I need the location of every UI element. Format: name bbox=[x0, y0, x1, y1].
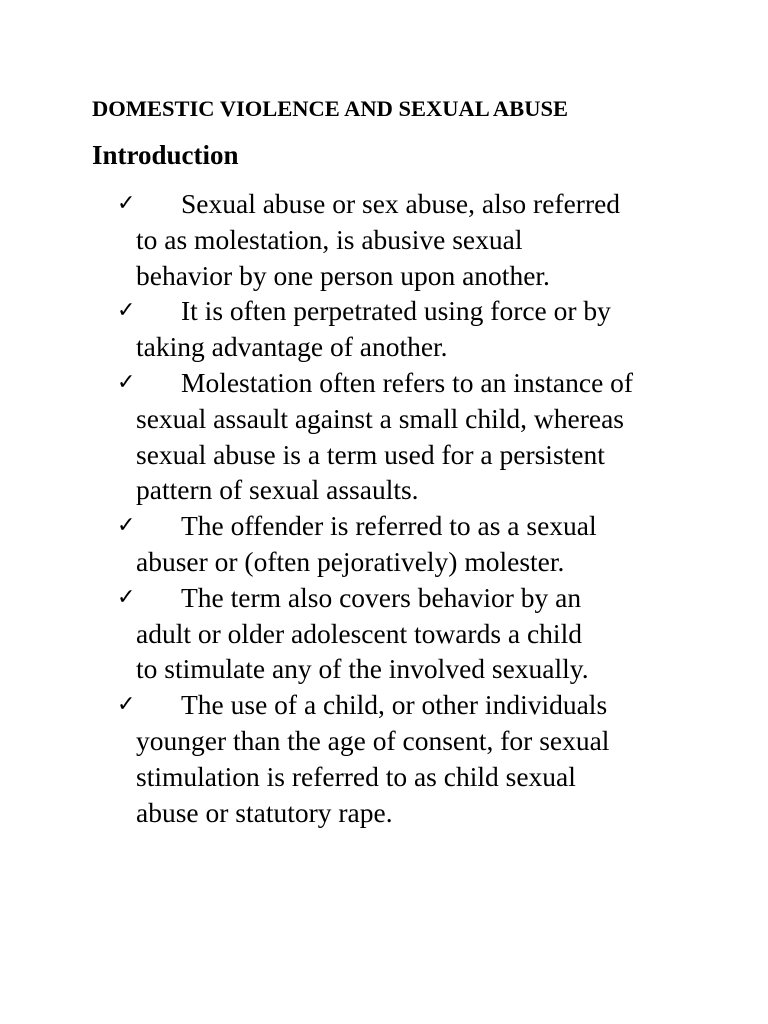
bullet-text-line: Molestation often refers to an instance of bbox=[181, 366, 634, 398]
bullet-text-line: The offender is referred to as a sexual bbox=[181, 510, 597, 542]
bullet-text-line: The use of a child, or other individuals bbox=[181, 689, 608, 721]
bullet-text-line: abuse or statutory rape. bbox=[136, 796, 393, 828]
check-mark-icon: ✓ bbox=[117, 298, 136, 324]
check-mark-icon: ✓ bbox=[117, 369, 136, 395]
bullet-text-line: to stimulate any of the involved sexually. bbox=[136, 653, 589, 685]
list-item bbox=[0, 687, 768, 830]
bullet-text-line: The term also covers behavior by an bbox=[181, 581, 582, 613]
bullet-text-line: stimulation is referred to as child sexual bbox=[136, 760, 576, 792]
check-mark-icon: ✓ bbox=[117, 191, 136, 216]
list-item bbox=[0, 508, 768, 580]
bullet-text-line: to as molestation, is abusive sexual bbox=[136, 223, 523, 255]
bullet-text-line: sexual assault against a small child, whereas bbox=[136, 402, 624, 434]
bullet-text-line: taking advantage of another. bbox=[136, 331, 448, 363]
bullet-text-line: pattern of sexual assaults. bbox=[136, 474, 419, 506]
bullet-text-line: adult or older adolescent towards a child bbox=[136, 617, 582, 649]
check-mark-icon: ✓ bbox=[117, 513, 136, 539]
check-mark-icon: ✓ bbox=[117, 692, 136, 718]
bullet-text-line: It is often perpetrated using force or by bbox=[181, 295, 611, 327]
bullet-text-line: Sexual abuse or sex abuse, also referred bbox=[181, 188, 621, 219]
check-mark-icon: ✓ bbox=[117, 584, 136, 610]
section-heading: Introduction bbox=[92, 140, 239, 170]
bullet-text-line: abuser or (often pejoratively) molester. bbox=[136, 545, 565, 577]
list-item bbox=[0, 365, 768, 508]
document-title: DOMESTIC VIOLENCE AND SEXUAL ABUSE bbox=[92, 96, 568, 121]
bullet-text-line: sexual abuse is a term used for a persistent bbox=[136, 438, 605, 470]
list-item bbox=[0, 186, 768, 293]
bullet-list bbox=[0, 186, 768, 830]
list-item bbox=[0, 293, 768, 365]
list-item bbox=[0, 580, 768, 687]
bullet-text-line: behavior by one person upon another. bbox=[136, 259, 550, 291]
bullet-text-line: younger than the age of consent, for sexual bbox=[136, 724, 610, 756]
